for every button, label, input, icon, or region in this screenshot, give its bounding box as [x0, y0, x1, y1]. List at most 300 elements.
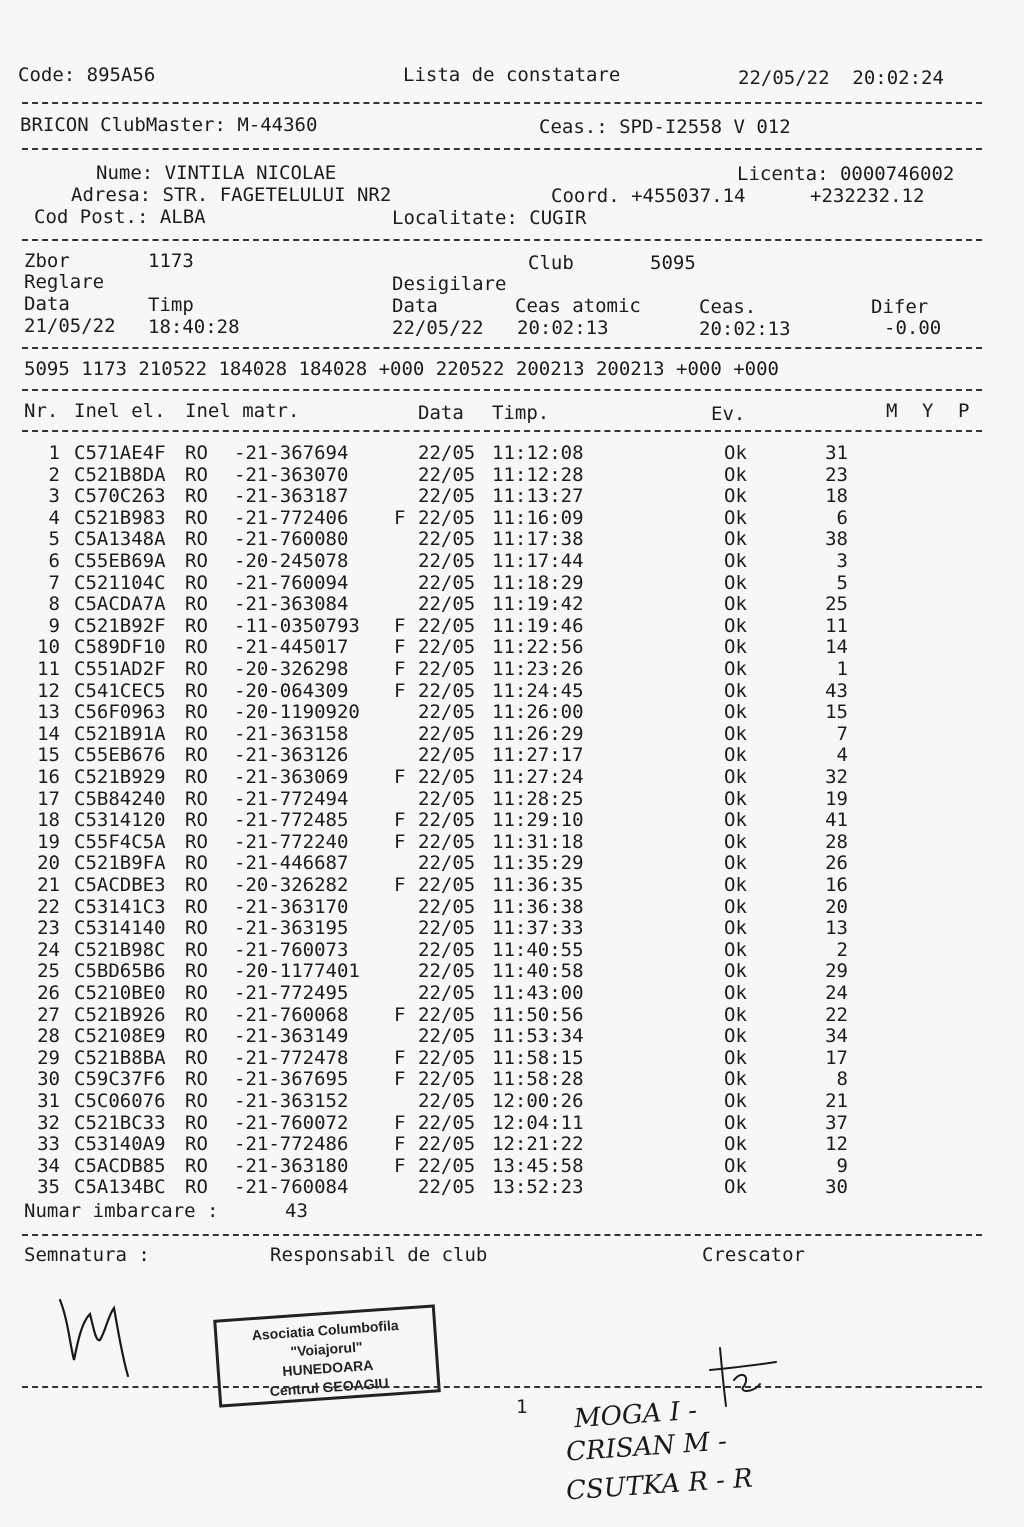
cell-nr: 19 — [37, 830, 60, 853]
table-row — [0, 1069, 1024, 1090]
owner-address: Adresa: STR. FAGETELULUI NR2 — [71, 184, 392, 206]
cell-value: 26 — [825, 852, 848, 875]
cell-value: 38 — [825, 528, 848, 551]
cell-event: Ok — [724, 1154, 747, 1177]
cell-nr: 10 — [37, 636, 60, 659]
cell-event: Ok — [724, 830, 747, 853]
table-row — [0, 573, 1024, 594]
cell-flag: F — [394, 679, 406, 702]
cell-time: 11:37:33 — [492, 917, 584, 940]
cell-event: Ok — [724, 982, 747, 1004]
cell-time: 11:17:38 — [492, 528, 584, 551]
cell-date: 22/05 — [418, 1046, 476, 1069]
cell-date: 22/05 — [418, 1133, 476, 1156]
cell-inel-el: C521B91A — [74, 722, 166, 745]
cell-time: 11:36:35 — [492, 874, 584, 896]
cell-date: 22/05 — [418, 1068, 476, 1091]
cell-time: 11:26:29 — [492, 722, 584, 745]
cell-inel-matr: -21-772486 — [234, 1133, 349, 1156]
cell-inel-matr: -21-760094 — [234, 571, 349, 594]
cell-value: 8 — [836, 1068, 848, 1091]
imbarcare-count: 43 — [285, 1200, 308, 1222]
cell-inel-el: C53141C3 — [74, 895, 166, 918]
cell-event: Ok — [724, 442, 747, 464]
cell-date: 22/05 — [418, 528, 476, 551]
cell-inel-el: C5ACDA7A — [74, 593, 166, 616]
cell-inel-el: C55EB676 — [74, 744, 166, 767]
reglare-date: 21/05/22 — [24, 315, 116, 337]
cell-country: RO — [185, 1176, 208, 1199]
cell-inel-matr: -21-772494 — [234, 787, 349, 810]
cell-value: 2 — [836, 938, 848, 961]
cell-event: Ok — [724, 787, 747, 810]
cell-nr: 5 — [48, 528, 60, 551]
cell-time: 11:40:58 — [492, 960, 584, 983]
table-row — [0, 616, 1024, 637]
club-responsible-label: Responsabil de club — [270, 1244, 488, 1266]
cell-time: 12:21:22 — [492, 1133, 584, 1156]
cell-date: 22/05 — [418, 636, 476, 659]
cell-inel-matr: -20-245078 — [234, 550, 349, 572]
cell-country: RO — [185, 593, 208, 616]
cell-country: RO — [185, 679, 208, 702]
cell-country: RO — [185, 1133, 208, 1156]
cell-nr: 14 — [37, 722, 60, 745]
cell-inel-el: C56F0963 — [74, 701, 166, 724]
cell-flag: F — [394, 1133, 406, 1156]
cell-country: RO — [185, 874, 208, 896]
col-header-y: Y — [922, 400, 934, 422]
cell-inel-el: C521B92F — [74, 614, 166, 637]
cell-event: Ok — [724, 744, 747, 767]
cell-event: Ok — [724, 874, 747, 896]
cell-inel-el: C5ACDB85 — [74, 1154, 166, 1177]
table-row — [0, 486, 1024, 507]
difference-label: Difer — [871, 296, 929, 318]
cell-time: 11:35:29 — [492, 852, 584, 875]
cell-inel-el: C551AD2F — [74, 658, 166, 680]
cell-inel-matr: -20-326282 — [234, 874, 349, 896]
cell-nr: 3 — [48, 485, 60, 508]
cell-value: 4 — [836, 744, 848, 767]
difference-value: -0.00 — [884, 317, 942, 339]
cell-inel-matr: -21-363070 — [234, 463, 349, 486]
cell-value: 12 — [825, 1133, 848, 1156]
cell-country: RO — [185, 852, 208, 875]
cell-time: 11:31:18 — [492, 830, 584, 853]
cell-nr: 9 — [48, 614, 60, 637]
cell-inel-el: C5314120 — [74, 809, 166, 832]
cell-country: RO — [185, 1090, 208, 1112]
cell-country: RO — [185, 1003, 208, 1026]
cell-value: 28 — [825, 830, 848, 853]
cell-date: 22/05 — [418, 1176, 476, 1199]
cell-flag: F — [394, 614, 406, 637]
cell-value: 3 — [836, 550, 848, 572]
reglare-label: Reglare — [24, 271, 105, 293]
cell-country: RO — [185, 571, 208, 594]
cell-inel-matr: -21-363195 — [234, 917, 349, 940]
cell-inel-el: C5BD65B6 — [74, 960, 166, 983]
cell-date: 22/05 — [418, 593, 476, 616]
cell-inel-el: C5210BE0 — [74, 982, 166, 1004]
cell-value: 43 — [825, 679, 848, 702]
cell-inel-matr: -21-445017 — [234, 636, 349, 659]
clock-time: 20:02:13 — [699, 318, 791, 340]
cell-inel-el: C53140A9 — [74, 1133, 166, 1156]
cell-inel-el: C521BC33 — [74, 1111, 166, 1134]
cell-value: 41 — [825, 809, 848, 832]
cell-country: RO — [185, 614, 208, 637]
cell-nr: 15 — [37, 744, 60, 767]
cell-country: RO — [185, 636, 208, 659]
cell-time: 13:45:58 — [492, 1154, 584, 1177]
cell-date: 22/05 — [418, 874, 476, 896]
cell-inel-matr: -21-772240 — [234, 830, 349, 853]
cell-time: 11:53:34 — [492, 1025, 584, 1048]
cell-country: RO — [185, 722, 208, 745]
cell-inel-matr: -21-363149 — [234, 1025, 349, 1048]
cell-flag: F — [394, 506, 406, 529]
col-header-inel-el: Inel el. — [74, 400, 166, 422]
cell-country: RO — [185, 528, 208, 551]
table-row — [0, 551, 1024, 572]
cell-inel-matr: -20-326298 — [234, 658, 349, 680]
cell-value: 21 — [825, 1090, 848, 1112]
table-row — [0, 681, 1024, 702]
cell-inel-el: C55F4C5A — [74, 830, 166, 853]
club-number: 5095 — [650, 252, 696, 274]
cell-nr: 7 — [48, 571, 60, 594]
cell-date: 22/05 — [418, 679, 476, 702]
cell-inel-matr: -21-446687 — [234, 852, 349, 875]
cell-inel-matr: -20-064309 — [234, 679, 349, 702]
cell-value: 19 — [825, 787, 848, 810]
cell-nr: 34 — [37, 1154, 60, 1177]
cell-country: RO — [185, 506, 208, 529]
cell-time: 13:52:23 — [492, 1176, 584, 1199]
flight-code-line: 5095 1173 210522 184028 184028 +000 220522 200213 200213 +000 +000 — [24, 358, 779, 380]
owner-locality: Localitate: CUGIR — [392, 207, 587, 229]
col-header-m: M — [886, 400, 898, 422]
cell-flag: F — [394, 636, 406, 659]
cell-time: 11:16:09 — [492, 506, 584, 529]
cell-nr: 23 — [37, 917, 60, 940]
flight-label: Zbor — [24, 250, 70, 272]
cell-nr: 30 — [37, 1068, 60, 1091]
cell-value: 9 — [836, 1154, 848, 1177]
cell-date: 22/05 — [418, 744, 476, 767]
reglare-date-label: Data — [24, 293, 70, 315]
owner-name: Nume: VINTILA NICOLAE — [96, 162, 337, 184]
cell-nr: 17 — [37, 787, 60, 810]
cell-time: 11:17:44 — [492, 550, 584, 572]
cell-country: RO — [185, 938, 208, 961]
cell-date: 22/05 — [418, 895, 476, 918]
cell-date: 22/05 — [418, 917, 476, 940]
cell-time: 11:24:45 — [492, 679, 584, 702]
cell-value: 16 — [825, 874, 848, 896]
cell-country: RO — [185, 830, 208, 853]
table-row — [0, 659, 1024, 680]
cell-inel-matr: -21-363084 — [234, 593, 349, 616]
signature-scribble — [50, 1290, 140, 1380]
cell-date: 22/05 — [418, 463, 476, 486]
cell-nr: 35 — [37, 1176, 60, 1199]
cell-value: 34 — [825, 1025, 848, 1048]
cell-country: RO — [185, 809, 208, 832]
cell-event: Ok — [724, 809, 747, 832]
cell-time: 11:18:29 — [492, 571, 584, 594]
cell-flag: F — [394, 766, 406, 788]
cell-nr: 33 — [37, 1133, 60, 1156]
cell-inel-matr: -20-1177401 — [234, 960, 360, 983]
table-row — [0, 1091, 1024, 1112]
cell-inel-el: C52108E9 — [74, 1025, 166, 1048]
cell-event: Ok — [724, 1046, 747, 1069]
cell-time: 11:19:42 — [492, 593, 584, 616]
cell-inel-el: C521B98C — [74, 938, 166, 961]
cell-inel-matr: -21-772485 — [234, 809, 349, 832]
cell-date: 22/05 — [418, 701, 476, 724]
cell-country: RO — [185, 982, 208, 1004]
cell-country: RO — [185, 744, 208, 767]
cell-value: 31 — [825, 442, 848, 464]
cell-event: Ok — [724, 895, 747, 918]
cell-event: Ok — [724, 722, 747, 745]
cell-event: Ok — [724, 550, 747, 572]
divider — [22, 102, 982, 104]
cell-date: 22/05 — [418, 1090, 476, 1112]
cell-time: 11:12:08 — [492, 442, 584, 464]
cell-event: Ok — [724, 938, 747, 961]
page-number: 1 — [516, 1396, 528, 1418]
cell-date: 22/05 — [418, 852, 476, 875]
cell-nr: 32 — [37, 1111, 60, 1134]
cell-inel-el: C5C06076 — [74, 1090, 166, 1112]
cell-nr: 27 — [37, 1003, 60, 1026]
cell-value: 22 — [825, 1003, 848, 1026]
cell-nr: 22 — [37, 895, 60, 918]
cell-event: Ok — [724, 1176, 747, 1199]
table-row — [0, 897, 1024, 918]
cell-time: 11:28:25 — [492, 787, 584, 810]
table-row — [0, 1177, 1024, 1198]
cell-date: 22/05 — [418, 571, 476, 594]
cell-flag: F — [394, 1111, 406, 1134]
club-stamp: Asociatia Columbofila "Voiajorul" HUNEDOARA Centrul GEOAGIU — [213, 1304, 441, 1407]
handwritten-signer-1: MOGA I - — [573, 1395, 698, 1435]
cell-event: Ok — [724, 614, 747, 637]
table-row — [0, 767, 1024, 788]
divider — [22, 430, 982, 432]
col-header-ev: Ev. — [711, 403, 746, 425]
cell-date: 22/05 — [418, 787, 476, 810]
cell-value: 25 — [825, 593, 848, 616]
cell-nr: 13 — [37, 701, 60, 724]
cell-inel-matr: -20-1190920 — [234, 701, 360, 724]
signature-scribble — [690, 1340, 780, 1410]
cell-country: RO — [185, 895, 208, 918]
cell-time: 11:58:28 — [492, 1068, 584, 1091]
cell-value: 32 — [825, 766, 848, 788]
cell-inel-el: C5ACDBE3 — [74, 874, 166, 896]
cell-inel-matr: -21-760073 — [234, 938, 349, 961]
cell-event: Ok — [724, 679, 747, 702]
cell-inel-el: C5B84240 — [74, 787, 166, 810]
desigilare-date: 22/05/22 — [392, 317, 484, 339]
cell-nr: 8 — [48, 593, 60, 616]
cell-date: 22/05 — [418, 550, 476, 572]
cell-value: 11 — [825, 614, 848, 637]
cell-flag: F — [394, 874, 406, 896]
document-title: Lista de constatare — [403, 64, 621, 86]
breeder-label: Crescator — [702, 1244, 805, 1266]
divider — [22, 1234, 982, 1236]
cell-time: 11:36:38 — [492, 895, 584, 918]
table-row — [0, 1026, 1024, 1047]
cell-inel-el: C521B9FA — [74, 852, 166, 875]
cell-event: Ok — [724, 463, 747, 486]
cell-date: 22/05 — [418, 614, 476, 637]
cell-date: 22/05 — [418, 1025, 476, 1048]
cell-value: 14 — [825, 636, 848, 659]
cell-time: 11:12:28 — [492, 463, 584, 486]
cell-inel-matr: -21-363152 — [234, 1090, 349, 1112]
cell-date: 22/05 — [418, 830, 476, 853]
divider — [22, 347, 982, 349]
document-code: Code: 895A56 — [18, 64, 156, 86]
cell-date: 22/05 — [418, 658, 476, 680]
cell-country: RO — [185, 960, 208, 983]
cell-event: Ok — [724, 571, 747, 594]
cell-country: RO — [185, 442, 208, 464]
cell-inel-el: C570C263 — [74, 485, 166, 508]
cell-nr: 31 — [37, 1090, 60, 1112]
cell-country: RO — [185, 766, 208, 788]
table-row — [0, 594, 1024, 615]
cell-inel-el: C521B929 — [74, 766, 166, 788]
cell-inel-matr: -21-760080 — [234, 528, 349, 551]
cell-time: 11:27:24 — [492, 766, 584, 788]
cell-event: Ok — [724, 636, 747, 659]
table-row — [0, 637, 1024, 658]
table-row — [0, 1048, 1024, 1069]
cell-value: 5 — [836, 571, 848, 594]
cell-nr: 25 — [37, 960, 60, 983]
cell-nr: 6 — [48, 550, 60, 572]
cell-value: 15 — [825, 701, 848, 724]
cell-flag: F — [394, 1154, 406, 1177]
col-header-inel-matr: Inel matr. — [185, 400, 300, 422]
cell-inel-matr: -21-772406 — [234, 506, 349, 529]
col-header-p: P — [958, 400, 970, 422]
cell-event: Ok — [724, 506, 747, 529]
table-row — [0, 465, 1024, 486]
table-row — [0, 1134, 1024, 1155]
cell-event: Ok — [724, 1133, 747, 1156]
cell-event: Ok — [724, 1090, 747, 1112]
cell-time: 11:22:56 — [492, 636, 584, 659]
cell-inel-matr: -21-367695 — [234, 1068, 349, 1091]
cell-event: Ok — [724, 1003, 747, 1026]
owner-license: Licenta: 0000746002 — [737, 163, 955, 185]
cell-inel-matr: -21-363187 — [234, 485, 349, 508]
cell-event: Ok — [724, 917, 747, 940]
cell-value: 6 — [836, 506, 848, 529]
cell-time: 11:27:17 — [492, 744, 584, 767]
cell-date: 22/05 — [418, 809, 476, 832]
cell-inel-matr: -21-363180 — [234, 1154, 349, 1177]
cell-value: 23 — [825, 463, 848, 486]
table-row — [0, 745, 1024, 766]
clock-id: Ceas.: SPD-I2558 V 012 — [539, 116, 791, 138]
col-header-data: Data — [418, 402, 464, 424]
cell-event: Ok — [724, 593, 747, 616]
col-header-timp: Timp. — [492, 402, 550, 424]
cell-time: 11:23:26 — [492, 658, 584, 680]
cell-inel-matr: -21-363126 — [234, 744, 349, 767]
cell-inel-el: C541CEC5 — [74, 679, 166, 702]
table-row — [0, 832, 1024, 853]
cell-flag: F — [394, 1003, 406, 1026]
cell-country: RO — [185, 485, 208, 508]
owner-coord-lon: +232232.12 — [810, 185, 925, 207]
table-row — [0, 940, 1024, 961]
cell-time: 11:58:15 — [492, 1046, 584, 1069]
cell-value: 29 — [825, 960, 848, 983]
cell-inel-matr: -21-760084 — [234, 1176, 349, 1199]
cell-nr: 21 — [37, 874, 60, 896]
cell-inel-el: C5A1348A — [74, 528, 166, 551]
desigilare-date-label: Data — [392, 295, 438, 317]
cell-event: Ok — [724, 658, 747, 680]
atomic-clock-label: Ceas atomic — [515, 295, 641, 317]
cell-date: 22/05 — [418, 485, 476, 508]
cell-inel-matr: -21-772478 — [234, 1046, 349, 1069]
cell-time: 11:13:27 — [492, 485, 584, 508]
table-row — [0, 789, 1024, 810]
cell-country: RO — [185, 1068, 208, 1091]
cell-event: Ok — [724, 528, 747, 551]
divider — [22, 1386, 982, 1388]
atomic-clock-time: 20:02:13 — [517, 317, 609, 339]
cell-nr: 16 — [37, 766, 60, 788]
cell-flag: F — [394, 809, 406, 832]
table-row — [0, 853, 1024, 874]
table-row — [0, 508, 1024, 529]
handwritten-signer-3: CSUTKA R - R — [565, 1463, 754, 1507]
owner-coord-lat: Coord. +455037.14 — [551, 185, 746, 207]
cell-inel-matr: -11-0350793 — [234, 614, 360, 637]
table-row — [0, 1156, 1024, 1177]
cell-nr: 28 — [37, 1025, 60, 1048]
cell-country: RO — [185, 463, 208, 486]
cell-inel-el: C521B8BA — [74, 1046, 166, 1069]
cell-nr: 29 — [37, 1046, 60, 1069]
cell-inel-matr: -21-760068 — [234, 1003, 349, 1026]
reglare-time: 18:40:28 — [148, 316, 240, 338]
cell-value: 13 — [825, 917, 848, 940]
cell-country: RO — [185, 1046, 208, 1069]
cell-inel-el: C5314140 — [74, 917, 166, 940]
signature-label: Semnatura : — [24, 1244, 150, 1266]
cell-country: RO — [185, 701, 208, 724]
cell-inel-el: C521B983 — [74, 506, 166, 529]
cell-flag: F — [394, 658, 406, 680]
flight-number: 1173 — [148, 250, 194, 272]
cell-inel-el: C589DF10 — [74, 636, 166, 659]
